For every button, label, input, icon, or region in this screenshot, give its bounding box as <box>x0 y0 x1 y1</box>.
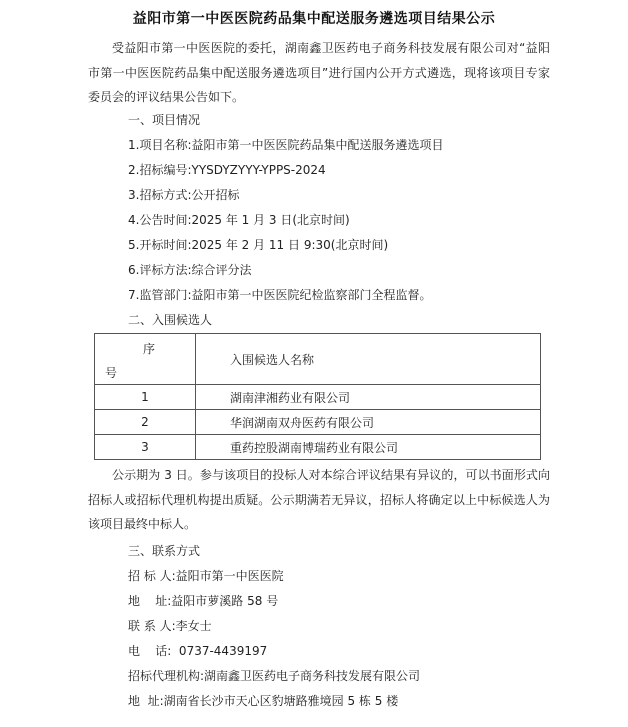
table-row <box>95 410 541 435</box>
tender-number-line: 2.招标编号:YYSDYZYYY-YPPS-2024 <box>128 163 326 177</box>
contact-person-line: 联 系 人:李女士 <box>128 619 212 633</box>
tenderer-address-line: 地 址:益阳市萝溪路 58 号 <box>128 594 279 608</box>
table-header-row <box>95 334 541 385</box>
header-seq <box>95 334 196 385</box>
phone-line: 电 话: 0737-4439197 <box>128 644 268 658</box>
notice-paragraph: 公示期为 3 日。参与该项目的投标人对本综合评议结果有异议的，可以书面形式向招标人或招标代理机构提出质疑。公示期满若无异议，招标人将确定以上中标候选人为该项目最终中标人。 <box>88 468 550 531</box>
table-row <box>95 435 541 460</box>
supervision-line: 7.监管部门:益阳市第一中医医院纪检监察部门全程监督。 <box>128 288 432 302</box>
header-candidate-name: 入围候选人名称 <box>196 334 541 385</box>
agency-line: 招标代理机构:湖南鑫卫医药电子商务科技发展有限公司 <box>128 669 421 683</box>
row-no: 2 <box>95 410 196 435</box>
row-candidate-name: 重药控股湖南博瑞药业有限公司 <box>196 435 541 460</box>
row-candidate-name: 华润湖南双舟医药有限公司 <box>196 410 541 435</box>
table-row <box>95 385 541 410</box>
section3-heading: 三、联系方式 <box>128 544 201 558</box>
section1-heading: 一、项目情况 <box>128 113 201 127</box>
evaluation-method-line: 6.评标方法:综合评分法 <box>128 263 252 277</box>
row-no: 3 <box>95 435 196 460</box>
candidates-table <box>94 333 541 460</box>
bid-open-time-line: 5.开标时间:2025 年 2 月 11 日 9:30(北京时间) <box>128 238 389 252</box>
page-title: 益阳市第一中医医院药品集中配送服务遴选项目结果公示 <box>132 11 496 27</box>
row-no: 1 <box>95 385 196 410</box>
project-name-line: 1.项目名称:益阳市第一中医医院药品集中配送服务遴选项目 <box>128 138 444 152</box>
row-candidate-name: 湖南津湘药业有限公司 <box>196 385 541 410</box>
header-seq-top: 序 <box>143 342 156 356</box>
intro-paragraph: 受益阳市第一中医医院的委托，湖南鑫卫医药电子商务科技发展有限公司对“益阳市第一中医医院药品集中配送服务遴选项目”进行国内公开方式遴选，现将该项目专家委员会的评议结果公告如下。 <box>88 41 550 104</box>
header-seq-bottom: 号 <box>105 366 118 380</box>
tenderer-line: 招 标 人:益阳市第一中医医院 <box>128 569 284 583</box>
section2-heading: 二、入围候选人 <box>128 313 213 327</box>
announce-time-line: 4.公告时间:2025 年 1 月 3 日(北京时间) <box>128 213 350 227</box>
agency-address-line: 地 址:湖南省长沙市天心区豹塘路雅境园 5 栋 5 楼 <box>128 694 399 708</box>
tender-method-line: 3.招标方式:公开招标 <box>128 188 240 202</box>
